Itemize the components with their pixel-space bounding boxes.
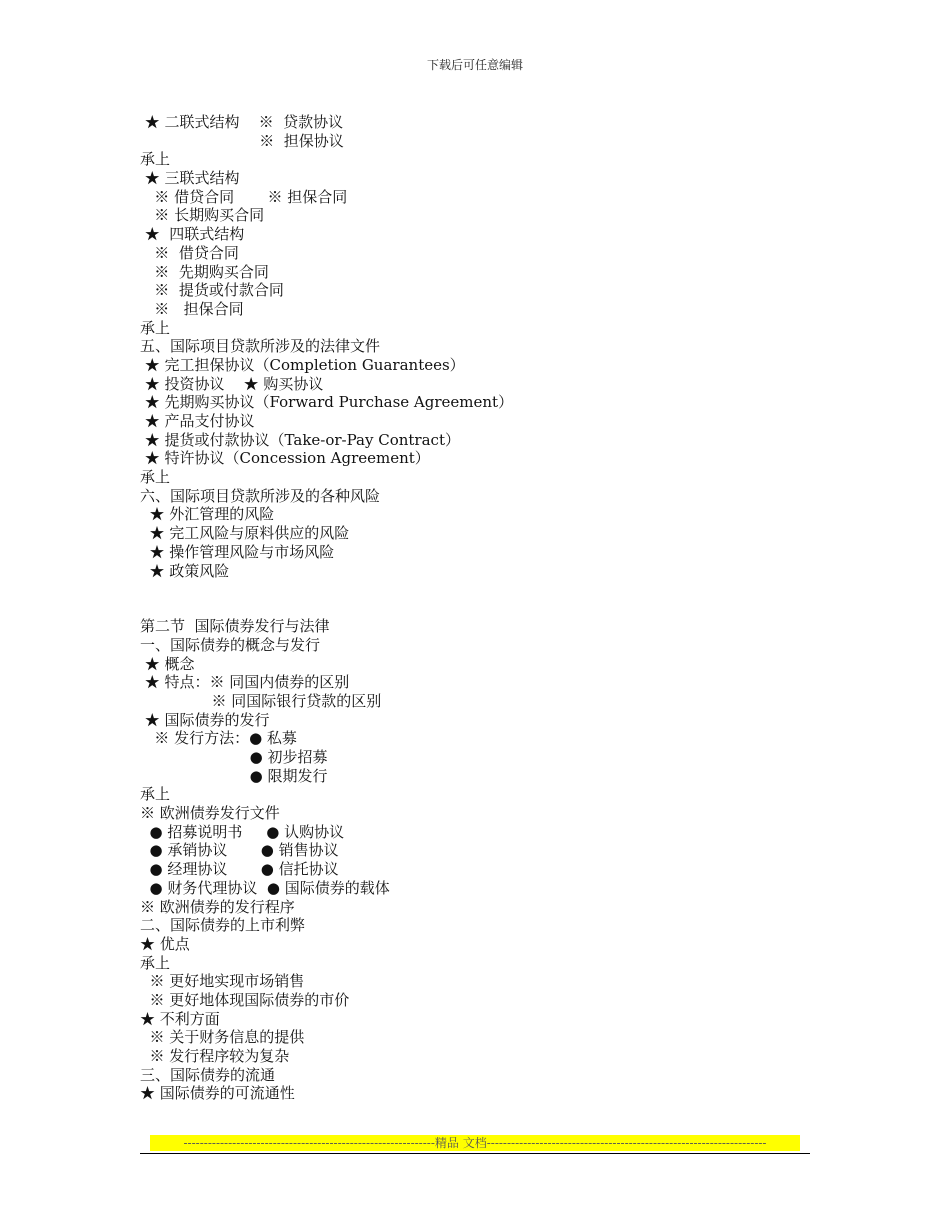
text-line: 承上 bbox=[140, 785, 171, 804]
text-line: ★ 优点 bbox=[140, 934, 190, 953]
text-line: ※ 关于财务信息的提供 bbox=[140, 1028, 305, 1047]
text-line: ★ 投资协议 ★ 购买协议 bbox=[140, 374, 324, 393]
text-line: ※ 同国际银行贷款的区别 bbox=[140, 691, 382, 710]
section-project-loan-continued bbox=[140, 113, 820, 580]
text-line: ● 初步招募 bbox=[140, 748, 328, 766]
section-international-bonds bbox=[140, 617, 820, 1103]
text-line: ※ 先期购买合同 bbox=[140, 262, 269, 281]
text-line: ※ 借贷合同 ※ 担保合同 bbox=[140, 187, 348, 206]
text-line: ※ 提货或付款合同 bbox=[140, 281, 284, 300]
text-line: ★ 二联式结构 ※ 贷款协议 bbox=[140, 113, 344, 131]
text-line: ● 财务代理协议 ● 国际债券的载体 bbox=[140, 878, 390, 897]
section-heading: 五、国际项目贷款所涉及的法律文件 bbox=[140, 337, 381, 356]
section-heading: 一、国际债券的概念与发行 bbox=[140, 635, 321, 654]
text-line: ※ 发行程序较为复杂 bbox=[140, 1047, 290, 1065]
text-line: ★ 三联式结构 bbox=[140, 169, 240, 188]
text-line: ★ 国际债券的可流通性 bbox=[140, 1084, 295, 1103]
text-line: ★ 完工担保协议（Completion Guarantees） bbox=[140, 355, 465, 374]
footer-divider bbox=[140, 1153, 810, 1154]
text-line: ★ 产品支付协议 bbox=[140, 412, 255, 430]
text-line: ★ 完工风险与原料供应的风险 bbox=[140, 524, 350, 543]
text-line: ※ 欧洲债券的发行程序 bbox=[140, 897, 295, 916]
text-line: 承上 bbox=[140, 150, 171, 169]
text-line: ★ 提货或付款协议（Take-or-Pay Contract） bbox=[140, 430, 460, 449]
text-line: 承上 bbox=[140, 468, 171, 487]
text-line: ※ 欧洲债券发行文件 bbox=[140, 804, 280, 823]
section-heading: 六、国际项目贷款所涉及的各种风险 bbox=[140, 486, 381, 505]
section-gap bbox=[140, 580, 820, 617]
text-line: 承上 bbox=[140, 318, 171, 337]
text-line: ※ 担保协议 bbox=[140, 131, 344, 150]
text-line: ※ 借贷合同 bbox=[140, 243, 239, 262]
document-body bbox=[140, 113, 820, 1103]
text-line: ※ 发行方法：● 私募 bbox=[140, 729, 297, 748]
text-line: ★ 不利方面 bbox=[140, 1009, 220, 1028]
section-heading: 二、国际债券的上市利弊 bbox=[140, 916, 306, 935]
text-line: ★ 特许协议（Concession Agreement） bbox=[140, 449, 430, 468]
text-line: ※ 担保合同 bbox=[140, 299, 244, 318]
text-line: ★ 概念 bbox=[140, 654, 195, 673]
page-header: 下载后可任意编辑 bbox=[426, 58, 523, 72]
text-line: ★ 先期购买协议（Forward Purchase Agreement） bbox=[140, 393, 514, 412]
text-line: ● 经理协议 ● 信托协议 bbox=[140, 860, 339, 879]
section-heading: 三、国际债券的流通 bbox=[140, 1065, 276, 1084]
text-line: ★ 国际债券的发行 bbox=[140, 710, 270, 729]
text-line: ★ 政策风险 bbox=[140, 561, 230, 580]
text-line: ※ 更好地实现市场销售 bbox=[140, 972, 305, 991]
text-line: ★ 四联式结构 bbox=[140, 225, 245, 244]
text-line: ● 承销协议 ● 销售协议 bbox=[140, 841, 339, 860]
footer-banner: --------------------------------------------------------------精品 文档--------------------------------------------------------------------- bbox=[150, 1135, 800, 1151]
text-line: ★ 外汇管理的风险 bbox=[140, 505, 275, 524]
text-line: 承上 bbox=[140, 953, 171, 972]
text-line: ● 招募说明书 ● 认购协议 bbox=[140, 822, 345, 841]
text-line: ★ 特点：※ 同国内债券的区别 bbox=[140, 673, 350, 692]
text-line: ※ 长期购买合同 bbox=[140, 206, 265, 225]
chapter-heading: 第二节 国际债券发行与法律 bbox=[140, 617, 330, 636]
text-line: ※ 更好地体现国际债券的市价 bbox=[140, 990, 350, 1009]
text-line: ★ 操作管理风险与市场风险 bbox=[140, 542, 335, 561]
text-line: ● 限期发行 bbox=[140, 766, 328, 785]
